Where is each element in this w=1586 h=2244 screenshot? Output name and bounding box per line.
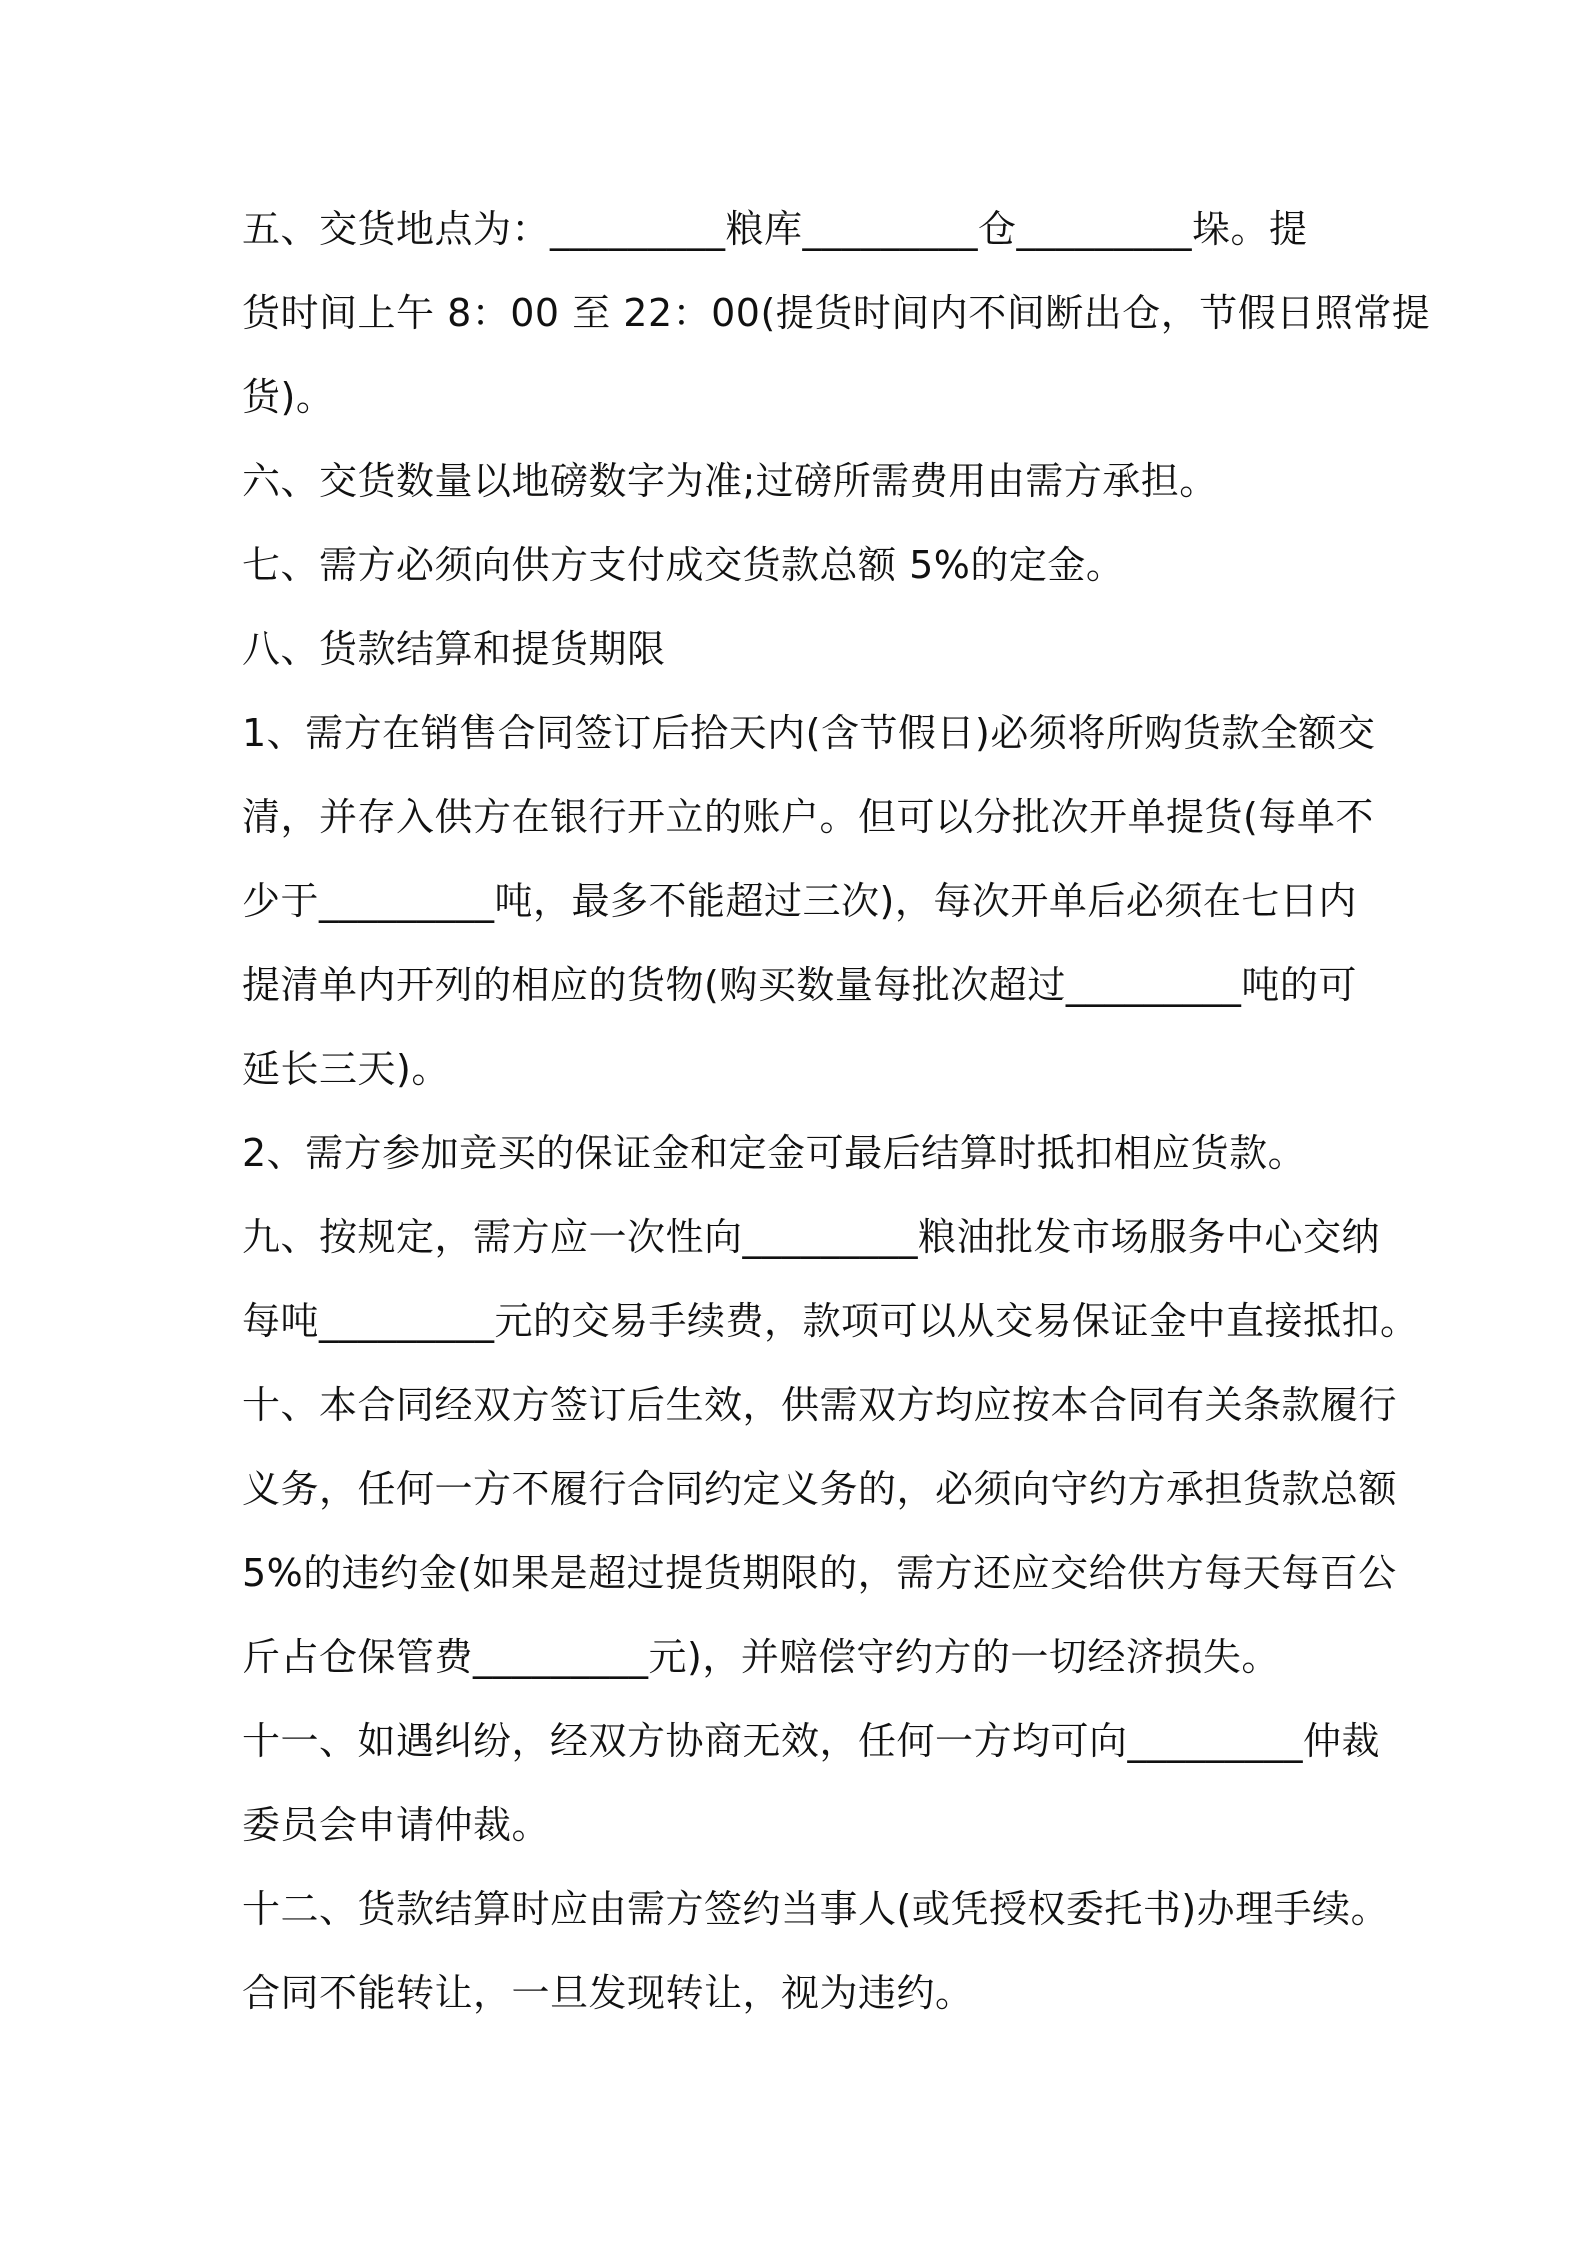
text-line: 1、需方在销售合同签订后拾天内(含节假日)必须将所购货款全额交 xyxy=(242,711,1376,755)
text-line: 委员会申请仲裁。 xyxy=(242,1803,551,1847)
text-line: 少于_________吨，最多不能超过三次)，每次开单后必须在七日内 xyxy=(242,879,1357,923)
text-line: 2、需方参加竞买的保证金和定金可最后结算时抵扣相应货款。 xyxy=(242,1131,1307,1175)
text-line: 货)。 xyxy=(242,375,335,419)
text-line: 斤占仓保管费_________元)，并赔偿守约方的一切经济损失。 xyxy=(242,1635,1280,1679)
text-line: 每吨_________元的交易手续费，款项可以从交易保证金中直接抵扣。 xyxy=(242,1299,1419,1343)
text-line: 义务，任何一方不履行合同约定义务的，必须向守约方承担货款总额 xyxy=(242,1467,1398,1511)
text-line: 清，并存入供方在银行开立的账户。但可以分批次开单提货(每单不 xyxy=(242,795,1374,839)
text-line: 货时间上午 8：00 至 22：00(提货时间内不间断出仓，节假日照常提 xyxy=(242,291,1431,335)
text-line: 5%的违约金(如果是超过提货期限的，需方还应交给供方每天每百公 xyxy=(242,1551,1397,1595)
text-line: 十一、如遇纠纷，经双方协商无效，任何一方均可向_________仲裁 xyxy=(242,1719,1381,1763)
text-line: 十二、货款结算时应由需方签约当事人(或凭授权委托书)办理手续。 xyxy=(242,1887,1390,1931)
text-line: 六、交货数量以地磅数字为准;过磅所需费用由需方承担。 xyxy=(242,459,1218,503)
text-line: 合同不能转让，一旦发现转让，视为违约。 xyxy=(242,1971,974,2015)
text-line: 提清单内开列的相应的货物(购买数量每批次超过_________吨的可 xyxy=(242,963,1357,1007)
section-heading: 八、货款结算和提货期限 xyxy=(242,627,666,671)
text-line: 十、本合同经双方签订后生效，供需双方均应按本合同有关条款履行 xyxy=(242,1383,1398,1427)
text-line: 七、需方必须向供方支付成交货款总额 5%的定金。 xyxy=(242,543,1125,587)
text-line: 五、交货地点为：_________粮库_________仓_________垛。提 xyxy=(242,207,1308,251)
document-body xyxy=(242,197,1431,2045)
text-line: 延长三天)。 xyxy=(242,1047,450,1091)
text-line: 九、按规定，需方应一次性向_________粮油批发市场服务中心交纳 xyxy=(242,1215,1381,1259)
